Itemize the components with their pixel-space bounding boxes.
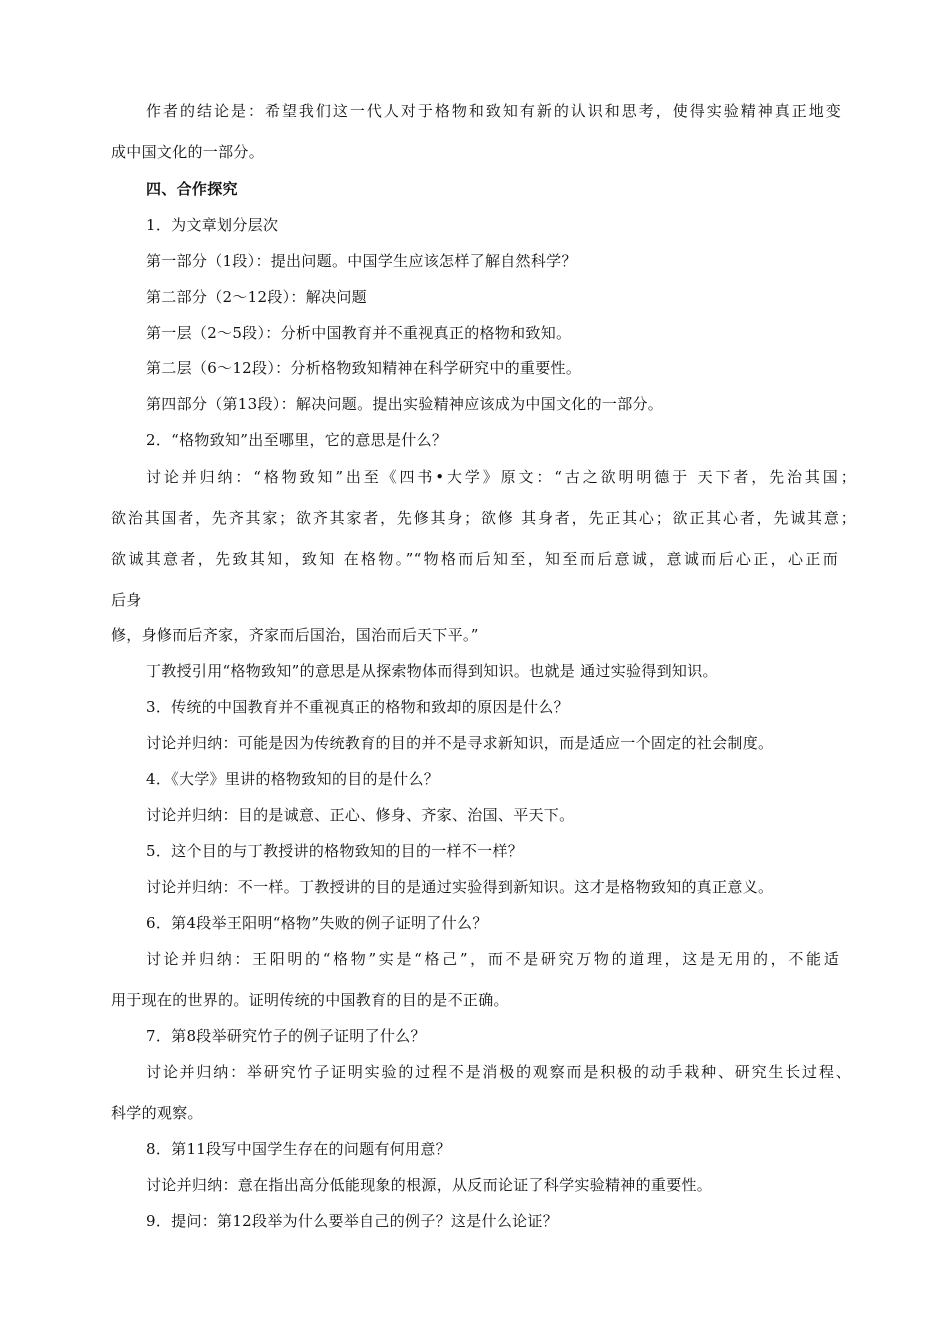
- question-2: 2．“格物致知”出至哪里，它的意思是什么？: [146, 431, 448, 449]
- answer-2-line-3: 欲诚其意者，先致其知，致知 在格物。”“物格而后知至，知至而后意诚，意诚而后心正，心正而: [111, 550, 838, 568]
- question-5: 5．这个目的与丁教授讲的格物致知的目的一样不一样？: [146, 842, 524, 860]
- answer-2-line-1: 讨论并归纳：“格物致知”出至《四书•大学》原文：“古之欲明明德于 天下者，先治其国；: [146, 468, 856, 486]
- question-1: 1．为文章划分层次: [146, 216, 279, 234]
- answer-6-line-2: 用于现在的世界的。证明传统的中国教育的目的是不正确。: [111, 991, 509, 1009]
- layer-2: 第二层（6～12段）：分析格物致知精神在科学研究中的重要性。: [146, 359, 582, 377]
- part-2: 第二部分（2～12段）：解决问题: [146, 288, 367, 306]
- answer-3: 讨论并归纳：可能是因为传统教育的目的并不是寻求新知识，而是适应一个固定的社会制度。: [146, 734, 774, 752]
- conclusion-line-2: 成中国文化的一部分。: [111, 143, 265, 161]
- layer-1: 第一层（2～5段）：分析中国教育并不重视真正的格物和致知。: [146, 324, 572, 342]
- answer-2-line-5: 修，身修而后齐家，齐家而后国治，国治而后天下平。”: [111, 626, 479, 644]
- answer-2-line-4: 后身: [111, 591, 142, 609]
- question-7: 7．第8段举研究竹子的例子证明了什么？: [146, 1027, 426, 1045]
- answer-2-line-6: 丁教授引用“格物致知”的意思是从探索物体而得到知识。也就是 通过实验得到知识。: [146, 662, 718, 680]
- answer-7-line-2: 科学的观察。: [111, 1104, 203, 1122]
- question-8: 8．第11段写中国学生存在的问题有何用意？: [146, 1140, 451, 1158]
- answer-5: 讨论并归纳：不一样。丁教授讲的目的是通过实验得到新知识。这才是格物致知的真正意义。: [146, 878, 774, 896]
- answer-8: 讨论并归纳：意在指出高分低能现象的根源，从反而论证了科学实验精神的重要性。: [146, 1176, 713, 1194]
- part-4: 第四部分（第13段）：解决问题。提出实验精神应该成为中国文化的一部分。: [146, 395, 664, 413]
- question-3: 3．传统的中国教育并不重视真正的格物和致却的原因是什么？: [146, 698, 569, 716]
- answer-2-line-2: 欲治其国者，先齐其家；欲齐其家者，先修其身；欲修 其身者，先正其心；欲正其心者，先诚其意；: [111, 509, 856, 527]
- section-heading: 四、合作探究: [146, 180, 238, 198]
- part-1: 第一部分（1段）：提出问题。中国学生应该怎样了解自然科学？: [146, 252, 577, 270]
- answer-7-line-1: 讨论并归纳：举研究竹子证明实验的过程不是消极的观察而是积极的动手栽种、研究生长过程、: [146, 1063, 851, 1081]
- question-9: 9．提问：第12段举为什么要举自己的例子？这是什么论证？: [146, 1212, 559, 1230]
- question-6: 6．第4段举王阳明“格物”失败的例子证明了什么？: [146, 914, 488, 932]
- conclusion-line-1: 作者的结论是：希望我们这一代人对于格物和致知有新的认识和思考，使得实验精神真正地变: [146, 102, 841, 120]
- answer-6-line-1: 讨论并归纳：王阳明的“格物”实是“格己”，而不是研究万物的道理，这是无用的，不能适: [146, 950, 839, 968]
- question-4: 4．《大学》里讲的格物致知的目的是什么？: [146, 770, 440, 788]
- answer-4: 讨论并归纳：目的是诚意、正心、修身、齐家、治国、平天下。: [146, 806, 575, 824]
